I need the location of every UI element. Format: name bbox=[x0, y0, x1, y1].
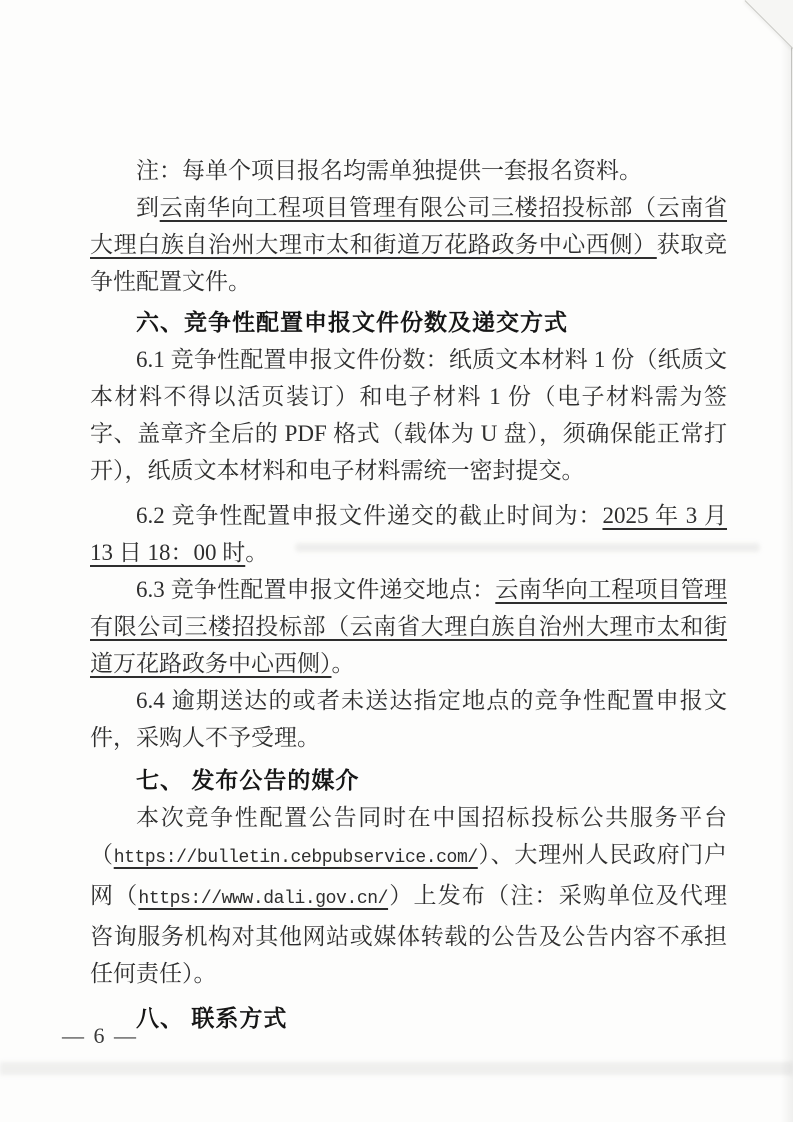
deadline-datetime-underlined: 2025 年 3 月 13 日 18：00 时 bbox=[90, 503, 728, 565]
bulletin-cebpubservice-url-link[interactable]: https://bulletin.cebpubservice.com/ bbox=[113, 848, 478, 868]
clause-6-1-paragraph: 6.1 竞争性配置申报文件份数：纸质文本材料 1 份（纸质文本材料不得以活页装订）和电子材料 1 份（电子材料需为签字、盖章齐全后的 PDF 格式（载体为 U 盘），须确保能正常打开），纸质文本材料和电子材料需统一密封提交。 bbox=[90, 347, 727, 483]
announcement-media-paragraph bbox=[90, 799, 727, 992]
document-body bbox=[90, 152, 727, 1037]
section6-heading: 六、竞争性配置申报文件份数及递交方式 bbox=[136, 309, 568, 335]
media-suffix-text: ）上发布（注：采购单位及代理咨询服务机构对其他网站或媒体转载的公告及公告内容不承担任何责任）。 bbox=[90, 883, 728, 986]
page-number: — 6 — bbox=[62, 1023, 138, 1048]
page-corner-fold bbox=[745, 0, 793, 49]
scan-streak-artifact bbox=[0, 1062, 793, 1075]
deadline-label-text: 6.2 竞争性配置申报文件递交的截止时间为： bbox=[136, 503, 603, 528]
media-middle-text: ）、大理州人民政府门户网（ bbox=[90, 842, 727, 908]
delivery-place-underlined: 云南华向工程项目管理有限公司三楼招投标部（云南省大理白族自治州大理市太和街道万花路政务中心西侧） bbox=[90, 577, 727, 676]
note-paragraph: 注：每单个项目报名均需单独提供一套报名资料。 bbox=[136, 158, 642, 183]
obtain-location-paragraph bbox=[90, 189, 727, 300]
delivery-place-suffix-text: 。 bbox=[331, 651, 355, 676]
section7-heading: 七、 发布公告的媒介 bbox=[136, 767, 360, 793]
media-prefix-text: 本次竞争性配置公告同时在中国招标投标公共服务平台（ bbox=[90, 805, 727, 867]
deadline-suffix-text: 。 bbox=[245, 540, 269, 565]
obtain-address-underlined: 云南华向工程项目管理有限公司三楼招投标部（云南省大理白族自治州大理市太和街道万花路政务中心西侧） bbox=[90, 195, 728, 257]
clause-6-4-paragraph: 6.4 逾期送达的或者未送达指定地点的竞争性配置申报文件，采购人不予受理。 bbox=[90, 688, 727, 750]
obtain-prefix-text: 到 bbox=[136, 195, 160, 220]
obtain-suffix-text: 获取竞争性配置文件。 bbox=[90, 232, 728, 294]
page-edge-shadow bbox=[781, 0, 793, 1122]
dali-gov-url-link[interactable]: https://www.dali.gov.cn/ bbox=[138, 889, 389, 909]
page-edge-line bbox=[791, 30, 792, 550]
section8-heading: 八、 联系方式 bbox=[136, 1005, 288, 1031]
clause-6-2-paragraph bbox=[90, 497, 727, 571]
delivery-place-label-text: 6.3 竞争性配置申报文件递交地点： bbox=[136, 577, 496, 602]
clause-6-3-paragraph bbox=[90, 571, 727, 682]
